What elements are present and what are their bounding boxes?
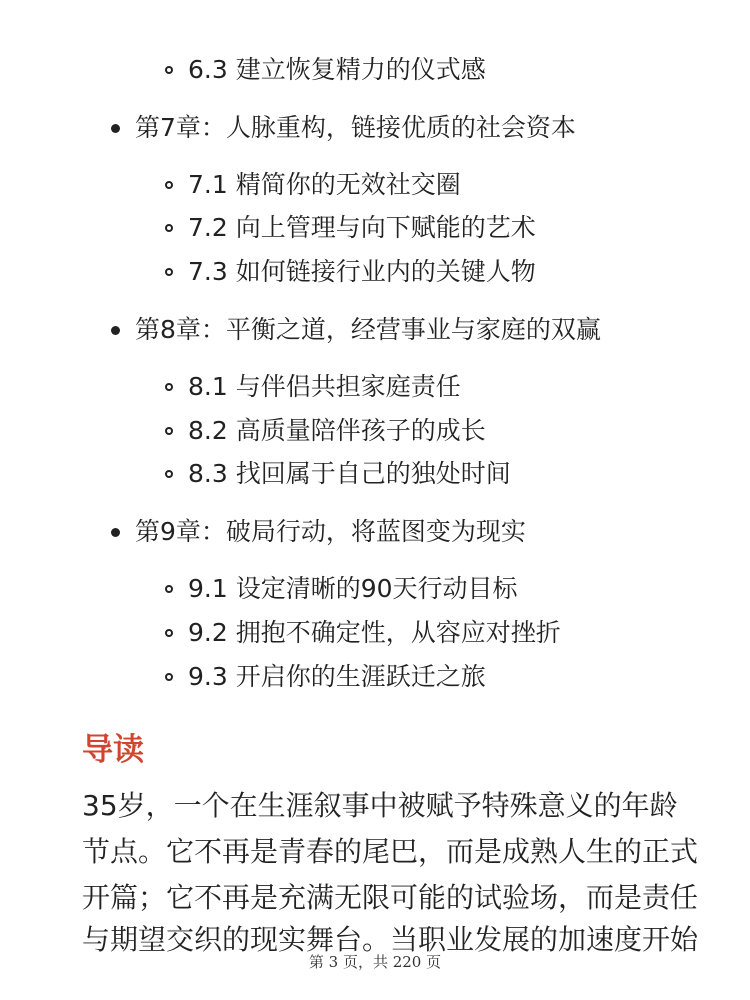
sub-bullet-icon	[165, 673, 173, 681]
sub-bullet-icon	[165, 629, 173, 637]
intro-paragraph-line: 节点。它不再是青春的尾巴，而是成熟人生的正式	[82, 835, 699, 868]
intro-paragraph-line: 开篇；它不再是充满无限可能的试验场，而是责任	[82, 881, 699, 914]
sub-bullet-icon	[165, 224, 173, 232]
toc-subitem-7-1: 7.1 精简你的无效社交圈	[188, 170, 461, 199]
toc-chapter-8: 第8章：平衡之道，经营事业与家庭的双赢	[135, 315, 601, 344]
toc-chapter-9: 第9章：破局行动，将蓝图变为现实	[135, 517, 526, 546]
chapter-bullet-icon	[111, 326, 120, 335]
toc-subitem-8-3: 8.3 找回属于自己的独处时间	[188, 459, 511, 488]
sub-bullet-icon	[165, 585, 173, 593]
intro-paragraph-line: 与期望交织的现实舞台。当职业发展的加速度开始	[82, 923, 699, 956]
toc-subitem-9-2: 9.2 拥抱不确定性，从容应对挫折	[188, 618, 561, 647]
chapter-bullet-icon	[111, 124, 120, 133]
toc-subitem-7-2: 7.2 向上管理与向下赋能的艺术	[188, 213, 536, 242]
toc-subitem-6-3: 6.3 建立恢复精力的仪式感	[188, 55, 486, 84]
page-number-footer: 第 3 页，共 220 页	[308, 953, 442, 971]
sub-bullet-icon	[165, 383, 173, 391]
toc-subitem-8-2: 8.2 高质量陪伴孩子的成长	[188, 416, 486, 445]
intro-heading: 导读	[82, 732, 144, 768]
chapter-bullet-icon	[111, 528, 120, 537]
sub-bullet-icon	[165, 470, 173, 478]
toc-subitem-7-3: 7.3 如何链接行业内的关键人物	[188, 257, 536, 286]
intro-paragraph-line: 35岁，一个在生涯叙事中被赋予特殊意义的年龄	[82, 789, 678, 822]
sub-bullet-icon	[165, 181, 173, 189]
sub-bullet-icon	[165, 427, 173, 435]
sub-bullet-icon	[165, 268, 173, 276]
toc-subitem-9-1: 9.1 设定清晰的90天行动目标	[188, 574, 518, 603]
toc-subitem-9-3: 9.3 开启你的生涯跃迁之旅	[188, 662, 486, 691]
toc-chapter-7: 第7章：人脉重构，链接优质的社会资本	[135, 113, 576, 142]
sub-bullet-icon	[165, 66, 173, 74]
toc-subitem-8-1: 8.1 与伴侣共担家庭责任	[188, 372, 461, 401]
